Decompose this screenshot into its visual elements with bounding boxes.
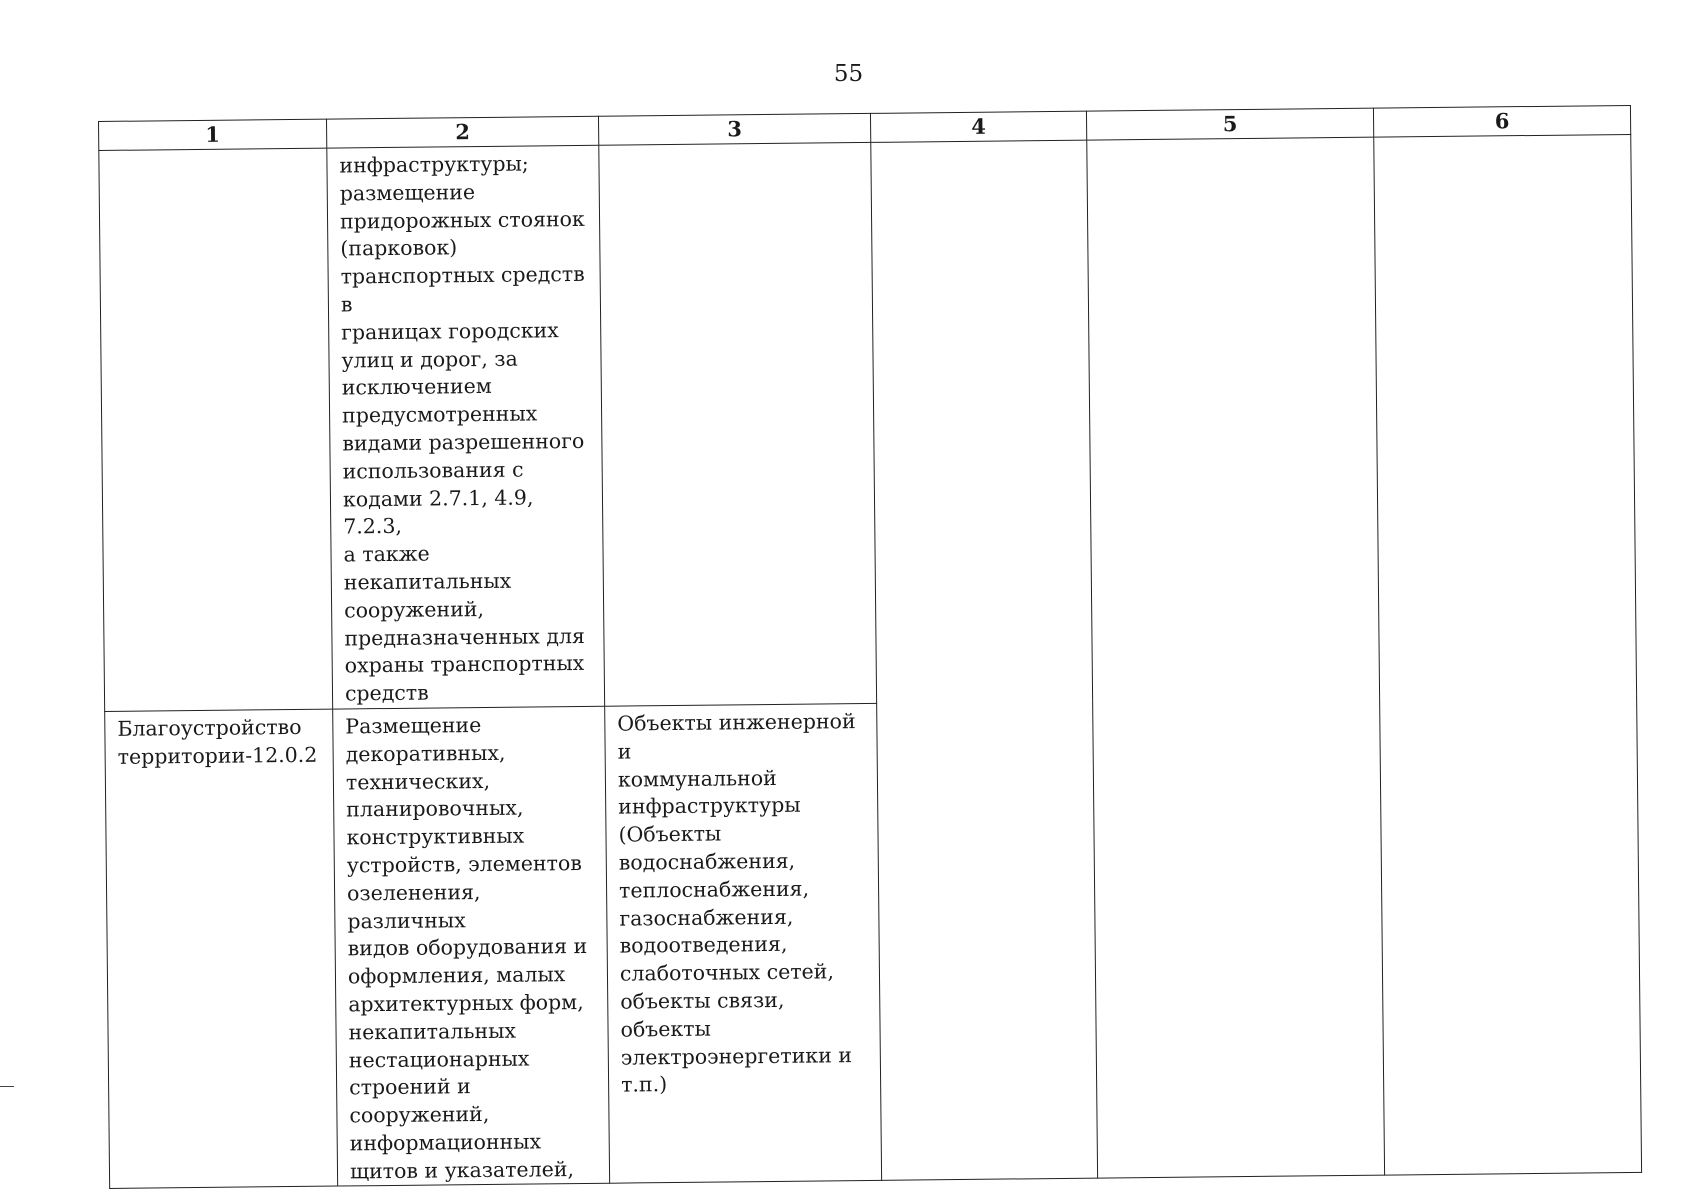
table-cell [105,709,338,1189]
table-cell [327,145,605,709]
cell-text: инфраструктуры; размещение придорожных стоянок (парковок) транспортных средств в границах городских улиц и дорог, за исключением предусмотренных видами разрешенного использования с кодами 2.7.1, 4.9, 7.2.3, а также некапитальных сооружений, предназначенных для охраны транспортных средств [339,151,586,706]
cell-text [611,147,864,150]
scan-edge-mark [0,1086,14,1087]
cell-text [883,145,1080,147]
cell-text: Объекты инженерной и коммунальной инфраструктуры (Объекты водоснабжения, теплоснабжения, газоснабжения, водоотведения, слаботочных сетей, объекты связи, объекты электроэнергетики и т.п.) [617,709,856,1097]
table-cell [605,703,882,1183]
zoning-table [98,105,1642,1189]
column-header-5: 5 [1086,108,1373,140]
cell-text: Благоустройство территории-12.0.2 [117,714,318,769]
column-header-6: 6 [1373,105,1630,137]
table-cell [599,142,877,706]
cell-text [1386,139,1624,141]
column-header-4: 4 [870,111,1086,142]
table-row [99,134,1637,711]
column-header-2: 2 [326,116,598,148]
table-cell [871,140,1098,1181]
table-cell [1374,134,1642,1175]
table-cell [99,148,333,711]
column-header-1: 1 [99,119,327,150]
column-header-3: 3 [598,113,870,145]
cell-text [111,153,320,155]
page-number: 55 [833,61,864,87]
cell-text [1099,142,1367,145]
table-cell [1087,137,1385,1178]
table-cell [333,706,610,1186]
cell-text: Размещение декоративных, технических, планировочных, конструктивных устройств, элементов озеленения, различных видов оборудования и оформления, малых архитектурных форм, некапитальных нестационарных строений и сооружений, информационных щитов и указателей, [345,712,588,1184]
